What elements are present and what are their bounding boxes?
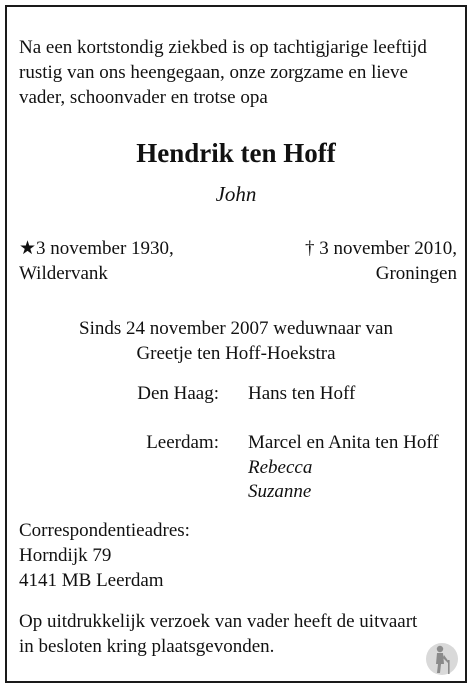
family-name-marcel-anita: Marcel en Anita ten Hoff: [248, 432, 439, 453]
widower-line-1: Sinds 24 november 2007 weduwnaar van: [79, 318, 393, 339]
closing-line-2: in besloten kring plaatsgevonden.: [19, 636, 275, 657]
family-city-leerdam: Leerdam:: [146, 432, 219, 453]
intro-line-3: vader, schoonvader en trotse opa: [19, 87, 268, 108]
intro-line-2: rustig van ons heengegaan, onze zorgzame en lieve: [19, 62, 408, 83]
family-name-rebecca: Rebecca: [248, 457, 313, 478]
deceased-name: Hendrik ten Hoff: [136, 138, 336, 168]
birth-line: [19, 238, 174, 260]
memorial-figure-icon: [425, 640, 459, 678]
closing-line-1: Op uitdrukkelijk verzoek van vader heeft de uitvaart: [19, 611, 418, 632]
birth-star-icon: ★: [19, 238, 37, 259]
birth-place: Wildervank: [19, 263, 108, 284]
correspondence-street: Horndijk 79: [19, 545, 112, 566]
logo-head: [437, 646, 443, 652]
obituary-card: [5, 5, 467, 683]
birth-date: 3 november 1930,: [36, 238, 174, 259]
family-name-suzanne: Suzanne: [248, 481, 312, 502]
intro-line-1: Na een kortstondig ziekbed is op tachtigjarige leeftijd: [19, 37, 427, 58]
correspondence-label: Correspondentieadres:: [19, 520, 190, 541]
widower-line-2: Greetje ten Hoff-Hoekstra: [136, 343, 336, 364]
deceased-nickname: John: [215, 182, 257, 206]
family-name-hans: Hans ten Hoff: [248, 383, 356, 404]
family-city-den-haag: Den Haag:: [137, 383, 219, 404]
death-cross-icon: †: [305, 238, 315, 259]
correspondence-postal: 4141 MB Leerdam: [19, 570, 164, 591]
death-line: [305, 238, 457, 260]
death-date: 3 november 2010,: [319, 238, 457, 259]
death-place: Groningen: [375, 263, 457, 284]
logo-staff: [448, 660, 450, 674]
